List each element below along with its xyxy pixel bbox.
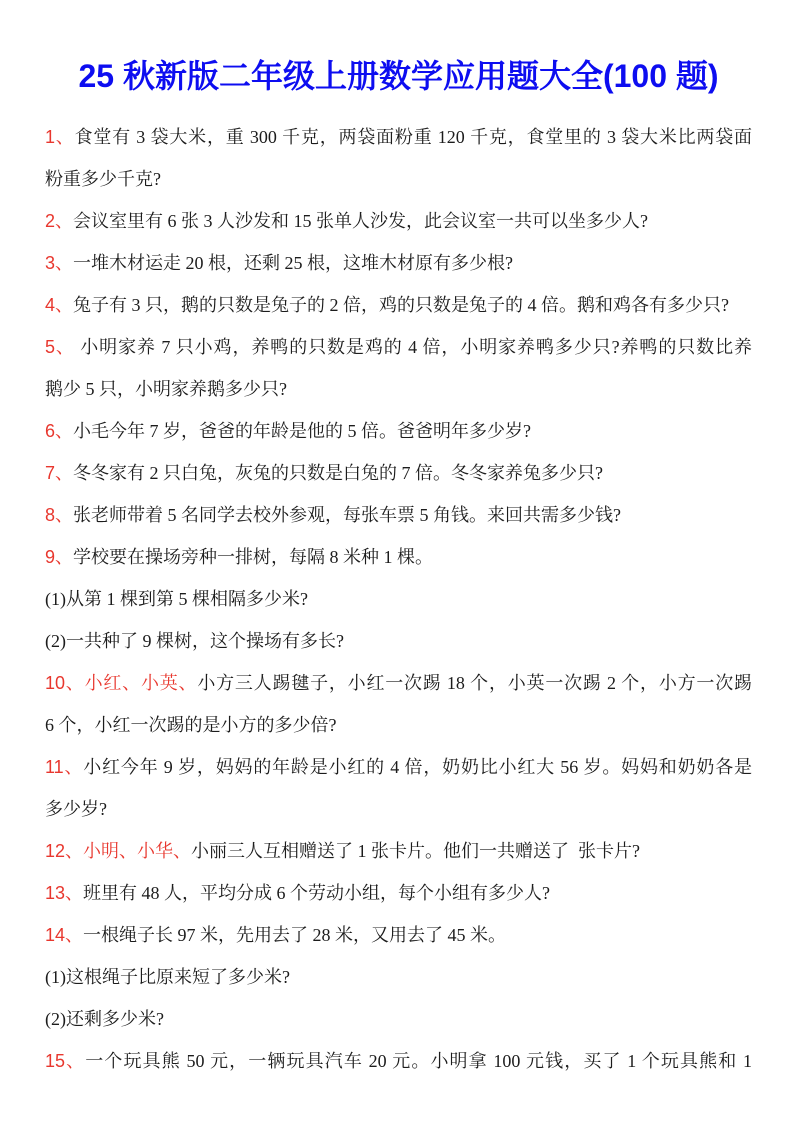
problem-line [45, 452, 752, 494]
problem-text: 一根绳子长 97 米，先用去了 28 米，又用去了 45 米。 [83, 925, 507, 945]
problem-line [45, 536, 752, 578]
problem-text: 食堂有 3 袋大米，重 300 千克，两袋面粉重 120 千克，食堂里的 3 袋大米比两袋面 [74, 127, 752, 147]
problem-text: 粉重多少千克? [45, 169, 161, 189]
problem-number: 6、 [45, 421, 74, 441]
page-title: 25 秋新版二年级上册数学应用题大全(100 题) [78, 58, 719, 94]
problem-text: 小方三人踢毽子，小红一次踢 18 个，小英一次踢 2 个，小方一次踢 [197, 673, 752, 693]
problem-line [45, 326, 752, 368]
problem-line [45, 998, 752, 1040]
problem-number: 2、 [45, 211, 74, 231]
problem-number: 3、 [45, 253, 74, 273]
problem-line [45, 746, 752, 788]
problem-text: 鹅少 5 只，小明家养鹅多少只? [45, 379, 287, 399]
problem-line [45, 578, 752, 620]
problem-text: 小红今年 9 岁，妈妈的年龄是小红的 4 倍，奶奶比小红大 56 岁。妈妈和奶奶各是 [83, 757, 752, 777]
problem-line [45, 284, 752, 326]
problem-text: (1)从第 1 棵到第 5 棵相隔多少米? [45, 589, 308, 609]
problem-number: 9、 [45, 547, 74, 567]
problem-red-names: 小明、小华、 [83, 841, 192, 861]
problem-number: 8、 [45, 505, 74, 525]
problem-text: (1)这根绳子比原来短了多少米? [45, 967, 290, 987]
problem-number: 4、 [45, 295, 74, 315]
problem-text: 6 个，小红一次踢的是小方的多少倍? [45, 715, 337, 735]
problem-line [45, 1040, 752, 1082]
problem-text: 小丽三人互相赠送了 1 张卡片。他们一共赠送了 张卡片? [191, 841, 641, 861]
problem-text: 一堆木材运走 20 根，还剩 25 根，这堆木材原有多少根? [73, 253, 514, 273]
problem-number: 13、 [45, 883, 84, 903]
problem-text: 学校要在操场旁种一排树，每隔 8 米种 1 棵。 [73, 547, 434, 567]
problem-line [45, 620, 752, 662]
problem-line [45, 788, 752, 830]
problem-line [45, 872, 752, 914]
problem-number: 7、 [45, 463, 74, 483]
problem-line [45, 704, 752, 746]
problem-number: 5、 [45, 337, 75, 357]
problem-text: 多少岁? [45, 799, 107, 819]
problem-red-names: 小红、小英、 [84, 673, 198, 693]
problem-text: (2)还剩多少米? [45, 1009, 164, 1029]
problem-text: (2)一共种了 9 棵树，这个操场有多长? [45, 631, 344, 651]
problem-line [45, 200, 752, 242]
problem-line [45, 116, 752, 158]
problem-line [45, 158, 752, 200]
problem-text: 班里有 48 人，平均分成 6 个劳动小组，每个小组有多少人? [83, 883, 551, 903]
problem-line [45, 494, 752, 536]
problem-number: 1、 [45, 127, 75, 147]
problem-text: 兔子有 3 只，鹅的只数是兔子的 2 倍，鸡的只数是兔子的 4 倍。鹅和鸡各有多少只? [73, 295, 730, 315]
problem-number: 10、 [45, 673, 85, 693]
problem-number: 12、 [45, 841, 84, 861]
problem-text: 小明家养 7 只小鸡，养鸭的只数是鸡的 4 倍，小明家养鸭多少只?养鸭的只数比养 [74, 337, 752, 357]
problem-line [45, 368, 752, 410]
problem-number: 14、 [45, 925, 84, 945]
problem-line [45, 956, 752, 998]
problem-line [45, 830, 752, 872]
problem-text: 小毛今年 7 岁，爸爸的年龄是他的 5 倍。爸爸明年多少岁? [73, 421, 532, 441]
problem-text: 一个玩具熊 50 元，一辆玩具汽车 20 元。小明拿 100 元钱，买了 1 个玩具熊和 1 [85, 1051, 752, 1071]
problem-number: 11、 [45, 757, 84, 777]
problem-line [45, 662, 752, 704]
problem-text: 冬冬家有 2 只白兔，灰兔的只数是白兔的 7 倍。冬冬家养兔多少只? [73, 463, 604, 483]
problem-text: 张老师带着 5 名同学去校外参观，每张车票 5 角钱。来回共需多少钱? [73, 505, 622, 525]
problems-list [45, 116, 752, 1082]
problem-line [45, 242, 752, 284]
problem-line [45, 914, 752, 956]
problem-text: 会议室里有 6 张 3 人沙发和 15 张单人沙发，此会议室一共可以坐多少人? [73, 211, 649, 231]
problem-number: 15、 [45, 1051, 86, 1071]
problem-line [45, 410, 752, 452]
